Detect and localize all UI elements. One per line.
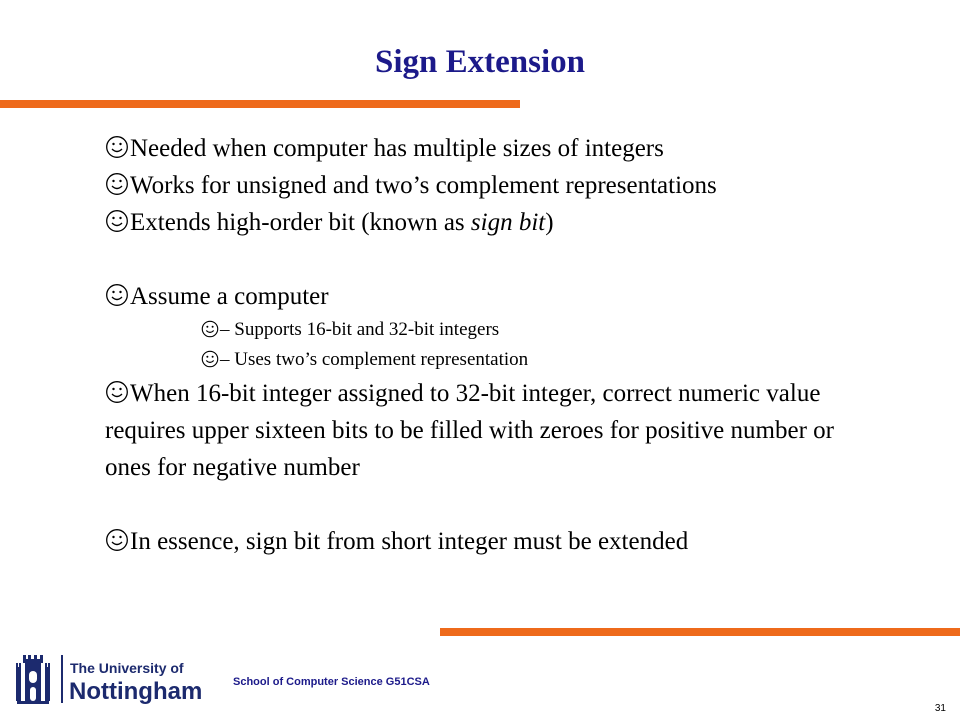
bullet-text: Works for unsigned and two’s complement representations [130, 172, 717, 199]
logo-line-1: The University of [70, 660, 184, 676]
slide-title: Sign Extension [375, 44, 585, 80]
smiley-face-icon [105, 380, 129, 404]
sub-bullet-text: – Uses two’s complement representation [220, 349, 529, 370]
bullet-list [105, 130, 865, 560]
logo-line-2: Nottingham [69, 678, 203, 705]
bullet-item [105, 204, 865, 241]
spacer [105, 486, 865, 523]
sub-bullet-item [201, 315, 865, 345]
smiley-face-icon [201, 350, 219, 368]
smiley-face-icon [105, 528, 129, 552]
bullet-text: In essence, sign bit from short integer must be extended [130, 528, 689, 555]
bullet-item [105, 375, 865, 486]
spacer [105, 241, 865, 278]
page-number: 31 [934, 703, 946, 714]
bullet-text: Assume a computer [130, 283, 329, 310]
smiley-face-icon [105, 135, 129, 159]
bullet-text: Needed when computer has multiple sizes of integers [130, 135, 664, 162]
bullet-item [105, 278, 865, 315]
sub-bullet-text: – Supports 16-bit and 32-bit integers [220, 319, 500, 340]
bullet-text: Extends high-order bit (known as [130, 209, 471, 236]
smiley-face-icon [201, 320, 219, 338]
smiley-face-icon [105, 283, 129, 307]
bullet-text: When 16-bit integer assigned to 32-bit integer, correct numeric value requires upper sixteen bits to be filled with zeroes for positive number or ones for negative number [105, 380, 834, 481]
smiley-face-icon [105, 172, 129, 196]
university-logo [14, 651, 214, 707]
sub-bullet-item [201, 345, 865, 375]
accent-bar-top [0, 100, 520, 108]
accent-bar-bottom [440, 628, 960, 636]
course-footer: School of Computer Science G51CSA [233, 676, 430, 688]
bullet-item [105, 523, 865, 560]
bullet-text: ) [545, 209, 554, 236]
bullet-emphasis: sign bit [470, 209, 546, 236]
bullet-item [105, 167, 865, 204]
smiley-face-icon [105, 209, 129, 233]
bullet-item [105, 130, 865, 167]
